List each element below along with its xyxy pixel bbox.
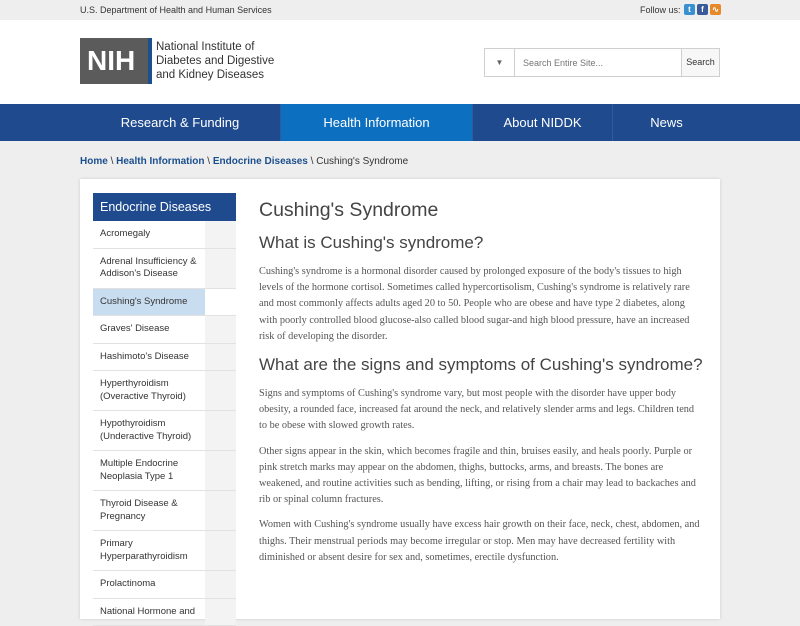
sidebar-item-label: Thyroid Disease & Pregnancy xyxy=(100,498,205,523)
sidebar-item-prolactinoma[interactable] xyxy=(93,571,236,599)
facebook-icon[interactable]: f xyxy=(697,4,708,15)
sidebar-item-strip xyxy=(205,316,236,343)
sidebar-item-label: Hashimoto's Disease xyxy=(100,351,205,364)
nav-news[interactable]: News xyxy=(613,104,720,141)
section-heading: What is Cushing's syndrome? xyxy=(259,232,704,253)
article xyxy=(259,199,704,575)
site-header xyxy=(0,20,800,104)
sidebar-item-strip xyxy=(205,411,236,450)
hhs-link[interactable]: U.S. Department of Health and Human Services xyxy=(80,5,272,15)
nih-logo-text: NIH xyxy=(87,45,135,77)
sidebar-item-strip xyxy=(205,371,236,410)
chevron-down-icon[interactable]: ▼ xyxy=(485,49,515,76)
sidebar-item-strip xyxy=(205,531,236,570)
sidebar-item-strip xyxy=(205,491,236,530)
sidebar-item-acromegaly[interactable] xyxy=(93,221,236,249)
org-name-line: Diabetes and Digestive xyxy=(156,54,274,68)
sidebar-item-cushings-syndrome[interactable] xyxy=(93,289,236,317)
site-search xyxy=(484,48,720,77)
sidebar-item-label: Acromegaly xyxy=(100,228,205,241)
sidebar-item-label: Graves' Disease xyxy=(100,323,205,336)
main-content-card xyxy=(80,179,720,619)
breadcrumb-current: Cushing's Syndrome xyxy=(316,156,408,167)
sidebar-item-label: Adrenal Insufficiency & Addison's Disease xyxy=(100,256,205,281)
sidebar-item-national-hormone[interactable] xyxy=(93,599,236,626)
sidebar-item-adrenal-insufficiency[interactable] xyxy=(93,249,236,289)
sidebar-item-label: Hypothyroidism (Underactive Thyroid) xyxy=(100,418,205,443)
utility-bar xyxy=(0,0,800,20)
breadcrumb-separator: \ xyxy=(207,156,210,167)
paragraph: Women with Cushing's syndrome usually have excess hair growth on their face, neck, chest, abdomen, and thighs. Their menstrual periods may become irregular or stop. Men may have decreased fertility with diminished or absent desire for sex and, sometimes, erectile dysfunction. xyxy=(259,517,704,566)
sidebar-item-hashimotos-disease[interactable] xyxy=(93,344,236,372)
org-name-line: National Institute of xyxy=(156,40,274,54)
search-input[interactable] xyxy=(516,49,681,76)
org-name-line: and Kidney Diseases xyxy=(156,68,274,82)
follow-us-label: Follow us: xyxy=(640,5,681,15)
sidebar-item-strip xyxy=(205,451,236,490)
sidebar-item-thyroid-pregnancy[interactable] xyxy=(93,491,236,531)
nih-logo[interactable] xyxy=(80,38,152,84)
sidebar-item-strip xyxy=(205,249,236,288)
search-button[interactable]: Search xyxy=(681,49,719,76)
sidebar-item-strip xyxy=(205,571,236,598)
paragraph: Signs and symptoms of Cushing's syndrome vary, but most people with the disorder have upper body obesity, a rounded face, increased fat around the neck, and relatively slender arms and legs. Children tend to be obese with slowed growth rates. xyxy=(259,386,704,435)
sidebar-item-label: Hyperthyroidism (Overactive Thyroid) xyxy=(100,378,205,403)
sidebar-item-men1[interactable] xyxy=(93,451,236,491)
sidebar-item-strip xyxy=(205,221,236,248)
sidebar-list xyxy=(93,221,236,626)
paragraph: Cushing's syndrome is a hormonal disorder caused by prolonged exposure of the body's tissues to high levels of the hormone cortisol. Sometimes called hypercortisolism, Cushing's syndrome is relatively rare and most commonly affects adults aged 20 to 50. People who are obese and have type 2 diabetes, along with poorly controlled blood glucose-also called blood sugar-and high blood pressure, have an increased risk of developing the disorder. xyxy=(259,264,704,345)
sidebar-item-graves-disease[interactable] xyxy=(93,316,236,344)
sidebar-item-label: Prolactinoma xyxy=(100,578,205,591)
sidebar-item-label: Cushing's Syndrome xyxy=(100,296,205,309)
sidebar-item-hypothyroidism[interactable] xyxy=(93,411,236,451)
sidebar-item-label: National Hormone and xyxy=(100,606,205,619)
sidebar-item-label: Primary Hyperparathyroidism xyxy=(100,538,205,563)
paragraph: Other signs appear in the skin, which becomes fragile and thin, bruises easily, and heals poorly. Purple or pink stretch marks may appear on the abdomen, thighs, buttocks, arms, and breasts. The bones are weakened, and routine activities such as bending, lifting, or rising from a chair may lead to backaches and rib or spinal column fractures. xyxy=(259,444,704,509)
breadcrumb-home[interactable]: Home xyxy=(80,156,108,167)
sidebar-item-strip xyxy=(205,344,236,371)
breadcrumb-endocrine-diseases[interactable]: Endocrine Diseases xyxy=(213,156,308,167)
rss-icon[interactable]: ∿ xyxy=(710,4,721,15)
page-title: Cushing's Syndrome xyxy=(259,199,704,222)
sidebar-item-primary-hyperparathyroidism[interactable] xyxy=(93,531,236,571)
twitter-icon[interactable]: t xyxy=(684,4,695,15)
sidebar-title[interactable]: Endocrine Diseases xyxy=(93,193,236,221)
sidebar-item-hyperthyroidism[interactable] xyxy=(93,371,236,411)
section-heading: What are the signs and symptoms of Cushing's syndrome? xyxy=(259,354,704,375)
nav-health-information[interactable]: Health Information xyxy=(281,104,473,141)
breadcrumb-separator: \ xyxy=(111,156,114,167)
main-nav xyxy=(0,104,800,141)
breadcrumb-health-information[interactable]: Health Information xyxy=(116,156,204,167)
sidebar-item-strip xyxy=(205,599,236,626)
nav-research-funding[interactable]: Research & Funding xyxy=(80,104,281,141)
breadcrumb-separator: \ xyxy=(311,156,314,167)
org-name[interactable] xyxy=(156,40,274,82)
breadcrumb xyxy=(80,156,408,167)
sidebar-nav xyxy=(93,193,236,626)
sidebar-item-strip xyxy=(205,289,236,316)
nav-about-niddk[interactable]: About NIDDK xyxy=(473,104,613,141)
sidebar-item-label: Multiple Endocrine Neoplasia Type 1 xyxy=(100,458,205,483)
